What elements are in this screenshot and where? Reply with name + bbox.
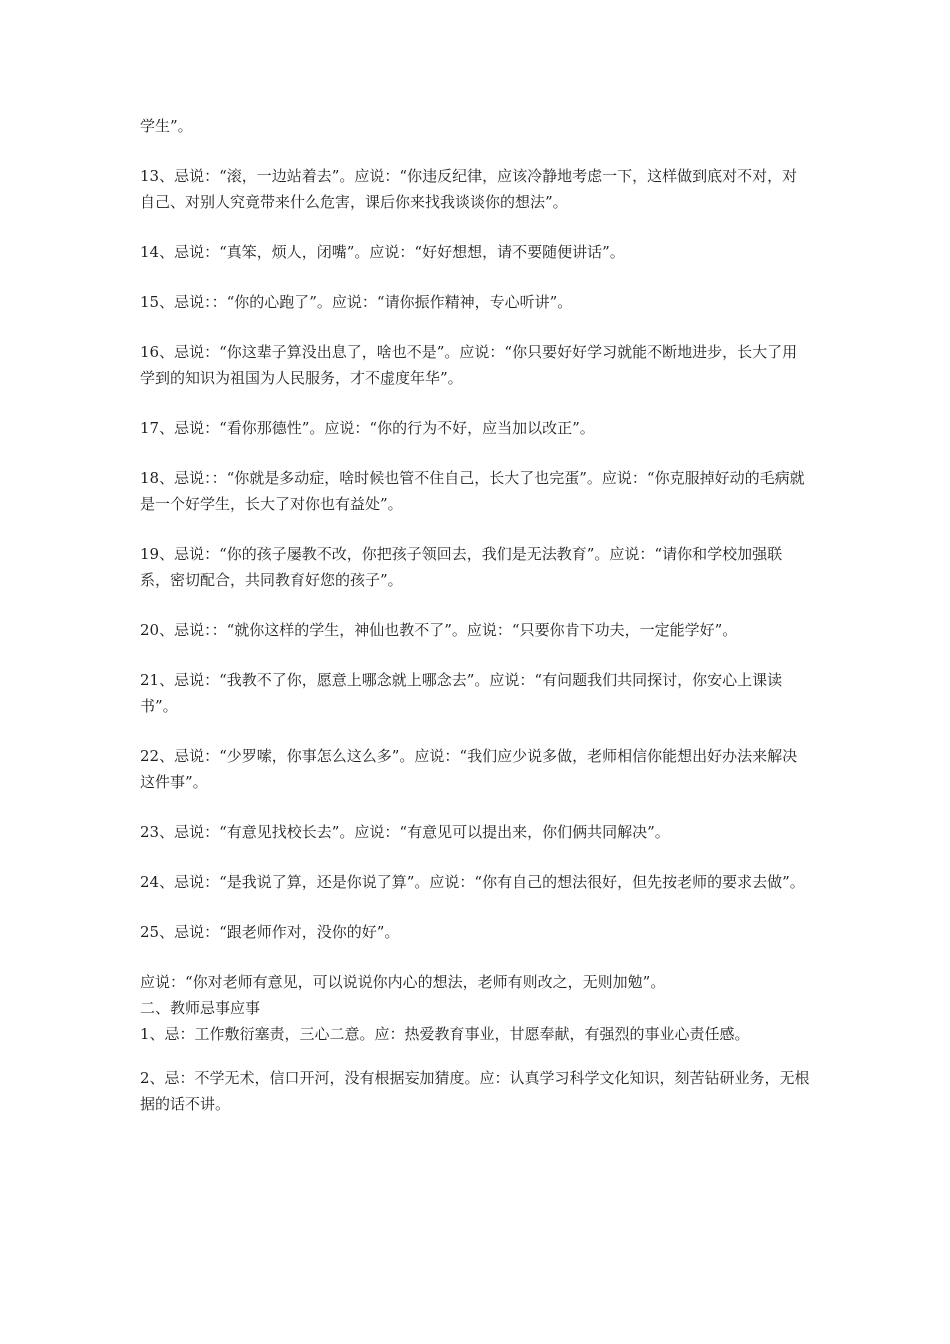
item-14: 14、忌说：“真笨，烦人，闭嘴”。应说：“好好想想，请不要随便讲话”。 [140,243,625,261]
item-22: 22、忌说：“少罗嗦，你事怎么这么多”。应说：“我们应少说多做，老师相信你能想出好办法来解决这件事”。 [140,747,798,791]
item-20: 20、忌说：：“就你这样的学生，神仙也教不了”。应说：“只要你肯下功夫，一定能学好”。 [140,621,738,639]
item-21: 21、忌说：“我教不了你，愿意上哪念就上哪念去”。应说：“有问题我们共同探讨，你安心上课读书”。 [140,671,783,715]
rule-2: 2、忌：不学无术，信口开河，没有根据妄加猜度。应：认真学习科学文化知识，刻苦钻研业务，无根据的话不讲。 [140,1069,810,1113]
item-17: 17、忌说：“看你那德性”。应说：“你的行为不好，应当加以改正”。 [140,419,595,437]
document-body [140,113,812,1117]
rule-1: 1、忌：工作敷衍塞责，三心二意。应：热爱教育事业，甘愿奉献，有强烈的事业心责任感。 [140,1025,750,1043]
item-18: 18、忌说：：“你就是多动症，啥时候也管不住自己，长大了也完蛋”。应说：“你克服掉好动的毛病就是一个好学生，长大了对你也有益处”。 [140,469,805,513]
item-25: 25、忌说：“跟老师作对，没你的好”。 [140,923,400,941]
paragraph-student-end: 学生”。 [140,117,193,135]
item-24: 24、忌说：“是我说了算，还是你说了算”。应说：“你有自己的想法很好，但先按老师的要求去做”。 [140,873,805,891]
section-heading: 二、教师忌事应事 [140,999,261,1017]
item-25-answer: 应说：“你对老师有意见，可以说说你内心的想法，老师有则改之，无则加勉”。 [140,973,666,991]
item-15: 15、忌说：：“你的心跑了”。应说：“请你振作精神，专心听讲”。 [140,293,573,311]
item-23: 23、忌说：“有意见找校长去”。应说：“有意见可以提出来，你们俩共同解决”。 [140,823,670,841]
item-16: 16、忌说：“你这辈子算没出息了，啥也不是”。应说：“你只要好好学习就能不断地进步，长大了用学到的知识为祖国为人民服务，才不虚度年华”。 [140,343,798,387]
item-13: 13、忌说：“滚，一边站着去”。应说：“你违反纪律，应该冷静地考虑一下，这样做到底对不对，对自己、对别人究竟带来什么危害，课后你来找我谈谈你的想法”。 [140,167,798,211]
item-19: 19、忌说：“你的孩子屡教不改，你把孩子领回去，我们是无法教育”。应说：“请你和学校加强联系，密切配合，共同教育好您的孩子”。 [140,545,783,589]
